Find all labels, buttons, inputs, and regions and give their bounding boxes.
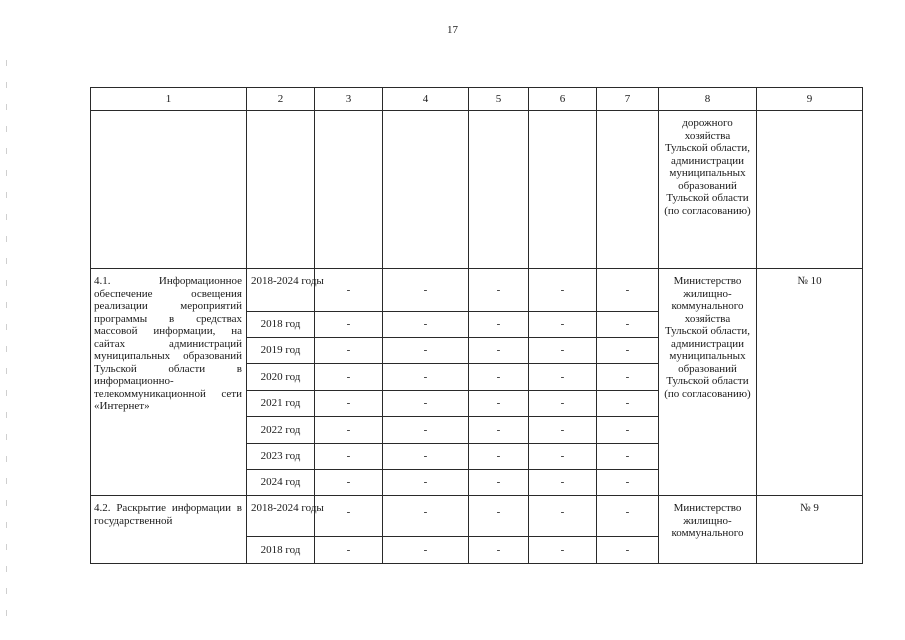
empty-cell: [757, 111, 863, 269]
header-cell: 6: [529, 88, 597, 111]
header-cell: 2: [247, 88, 315, 111]
value-cell: -: [529, 312, 597, 338]
table-row: [91, 269, 863, 312]
period-cell: 2018 год: [247, 537, 315, 564]
page-number: 17: [447, 24, 458, 36]
period-cell: 2019 год: [247, 338, 315, 364]
value-cell: -: [597, 391, 659, 417]
header-cell: 3: [315, 88, 383, 111]
period-cell: 2020 год: [247, 364, 315, 391]
note-cell: № 10: [757, 269, 863, 496]
value-cell: -: [315, 537, 383, 564]
value-cell: -: [529, 417, 597, 444]
value-cell: -: [597, 312, 659, 338]
value-cell: -: [315, 364, 383, 391]
header-cell: 5: [469, 88, 529, 111]
value-cell: -: [469, 312, 529, 338]
value-cell: -: [529, 444, 597, 470]
value-cell: -: [469, 417, 529, 444]
value-cell: -: [383, 496, 469, 537]
period-cell: 2018-2024 годы: [247, 496, 315, 537]
header-cell: 8: [659, 88, 757, 111]
value-cell: -: [597, 537, 659, 564]
period-cell: 2023 год: [247, 444, 315, 470]
executor-cell: Министерство жилищно-коммунального хозяйства Тульской области, администрации муниципальных образований Тульской области (по согласованию): [659, 269, 757, 496]
value-cell: -: [383, 444, 469, 470]
value-cell: -: [315, 470, 383, 496]
value-cell: -: [469, 496, 529, 537]
value-cell: -: [469, 338, 529, 364]
program-table: [90, 87, 863, 564]
header-cell: 4: [383, 88, 469, 111]
value-cell: -: [529, 496, 597, 537]
value-cell: -: [383, 391, 469, 417]
value-cell: -: [383, 364, 469, 391]
value-cell: -: [315, 269, 383, 312]
scan-edge-marks: [6, 60, 7, 620]
header-cell: 7: [597, 88, 659, 111]
value-cell: -: [383, 338, 469, 364]
period-cell: 2024 год: [247, 470, 315, 496]
period-cell: 2018-2024 годы: [247, 269, 315, 312]
empty-cell: [529, 111, 597, 269]
value-cell: -: [529, 364, 597, 391]
value-cell: -: [315, 417, 383, 444]
value-cell: -: [529, 470, 597, 496]
value-cell: -: [315, 444, 383, 470]
period-cell: 2021 год: [247, 391, 315, 417]
value-cell: -: [469, 470, 529, 496]
value-cell: -: [469, 269, 529, 312]
empty-cell: [247, 111, 315, 269]
period-cell: 2018 год: [247, 312, 315, 338]
empty-cell: [91, 111, 247, 269]
header-cell: 9: [757, 88, 863, 111]
empty-cell: [315, 111, 383, 269]
note-cell: № 9: [757, 496, 863, 564]
continuation-row: [91, 111, 863, 269]
value-cell: -: [597, 496, 659, 537]
value-cell: -: [383, 312, 469, 338]
value-cell: -: [597, 444, 659, 470]
value-cell: -: [597, 269, 659, 312]
executor-cell: дорожного хозяйства Тульской области, администрации муниципальных образований Тульской области (по согласованию): [659, 111, 757, 269]
value-cell: -: [469, 444, 529, 470]
value-cell: -: [597, 364, 659, 391]
value-cell: -: [529, 391, 597, 417]
table-row: [91, 496, 863, 537]
value-cell: -: [383, 417, 469, 444]
header-cell: 1: [91, 88, 247, 111]
period-cell: 2022 год: [247, 417, 315, 444]
value-cell: -: [597, 417, 659, 444]
value-cell: -: [597, 470, 659, 496]
value-cell: -: [315, 391, 383, 417]
executor-cell: Министерство жилищно-коммунального: [659, 496, 757, 564]
value-cell: -: [383, 470, 469, 496]
value-cell: -: [597, 338, 659, 364]
value-cell: -: [383, 269, 469, 312]
value-cell: -: [383, 537, 469, 564]
value-cell: -: [529, 269, 597, 312]
measure-description: 4.1. Информационное обеспечение освещения реализации мероприятий программы в средствах массовой информации, на сайтах администраций муниципальных образований Тульской области в информационно-телекоммуникационной сети «Интернет»: [91, 269, 247, 496]
value-cell: -: [315, 338, 383, 364]
value-cell: -: [529, 537, 597, 564]
header-row: [91, 88, 863, 111]
value-cell: -: [315, 312, 383, 338]
empty-cell: [597, 111, 659, 269]
value-cell: -: [469, 364, 529, 391]
measure-description: 4.2. Раскрытие информации в государственной: [91, 496, 247, 564]
value-cell: -: [315, 496, 383, 537]
empty-cell: [383, 111, 469, 269]
value-cell: -: [469, 391, 529, 417]
value-cell: -: [469, 537, 529, 564]
value-cell: -: [529, 338, 597, 364]
empty-cell: [469, 111, 529, 269]
